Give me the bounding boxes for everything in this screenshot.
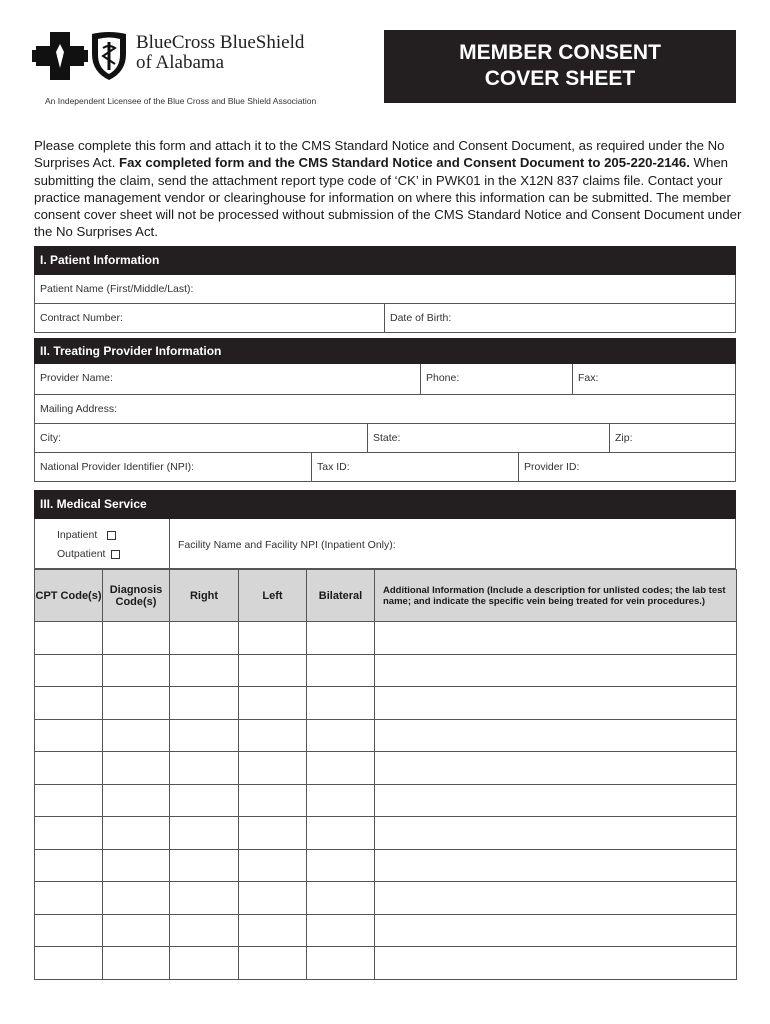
right-cell[interactable] — [170, 654, 239, 687]
state-field[interactable] — [368, 424, 610, 452]
instructions-paragraph — [34, 137, 744, 241]
additional-cell[interactable] — [375, 654, 737, 687]
bilateral-cell[interactable] — [307, 654, 375, 687]
right-cell[interactable] — [170, 719, 239, 752]
right-cell[interactable] — [170, 882, 239, 915]
tagline: An Independent Licensee of the Blue Cross and Blue Shield Association — [45, 96, 317, 106]
cpt-cell[interactable] — [35, 719, 103, 752]
diagnosis-cell[interactable] — [103, 687, 170, 720]
form-title — [384, 30, 736, 103]
diagnosis-cell[interactable] — [103, 947, 170, 980]
outpatient-option[interactable] — [57, 545, 169, 564]
diagnosis-cell[interactable] — [103, 784, 170, 817]
cpt-cell[interactable] — [35, 752, 103, 785]
inpatient-label: Inpatient — [57, 529, 98, 541]
medical-service-table — [34, 569, 737, 980]
bilateral-cell[interactable] — [307, 719, 375, 752]
field-label: Fax: — [578, 372, 599, 384]
section-heading: II. Treating Provider Information — [34, 338, 736, 364]
contract-number-field[interactable] — [35, 304, 385, 332]
right-cell[interactable] — [170, 947, 239, 980]
field-label: Zip: — [615, 432, 633, 444]
brand-line-2: of Alabama — [136, 52, 225, 73]
treating-provider-section — [34, 338, 736, 482]
field-label: Provider ID: — [524, 461, 580, 473]
field-label: City: — [40, 432, 61, 444]
bilateral-cell[interactable] — [307, 882, 375, 915]
additional-cell[interactable] — [375, 622, 737, 655]
cpt-cell[interactable] — [35, 914, 103, 947]
instructions-text-2: When submitting the claim, send the attachment report type code of ‘CK’ in PWK01 in the X12N 837 claims file. Contact your practice management vendor or clearinghouse for information on where this information can be submitted. The member consent cover sheet will not be processed without submission of the CMS Standard Notice and Consent Document under the No Surprises Act. — [34, 155, 742, 240]
diagnosis-cell[interactable] — [103, 719, 170, 752]
phone-field[interactable] — [421, 364, 573, 394]
right-cell[interactable] — [170, 687, 239, 720]
diagnosis-cell[interactable] — [103, 622, 170, 655]
brand-name — [136, 33, 304, 73]
bilateral-cell[interactable] — [307, 817, 375, 850]
right-cell[interactable] — [170, 817, 239, 850]
left-cell[interactable] — [239, 947, 307, 980]
field-label: Patient Name (First/Middle/Last): — [40, 283, 194, 295]
left-cell[interactable] — [239, 784, 307, 817]
provider-id-field[interactable] — [519, 453, 735, 481]
bilateral-cell[interactable] — [307, 687, 375, 720]
blueshield-logo-icon — [88, 30, 130, 82]
cpt-cell[interactable] — [35, 622, 103, 655]
cpt-cell[interactable] — [35, 687, 103, 720]
table-row — [35, 752, 737, 785]
col-diagnosis-codes: Diagnosis Code(s) — [103, 570, 170, 622]
left-cell[interactable] — [239, 654, 307, 687]
right-cell[interactable] — [170, 849, 239, 882]
cpt-cell[interactable] — [35, 882, 103, 915]
additional-cell[interactable] — [375, 752, 737, 785]
inpatient-checkbox[interactable] — [107, 531, 116, 540]
field-label: Provider Name: — [40, 372, 113, 384]
patient-information-section — [34, 246, 736, 333]
col-left: Left — [239, 570, 307, 622]
field-label: Phone: — [426, 372, 460, 384]
left-cell[interactable] — [239, 817, 307, 850]
table-header-row — [35, 570, 737, 622]
table-row — [35, 622, 737, 655]
fax-instruction: Fax completed form and the CMS Standard Notice and Consent Document to 205-220-2146. — [119, 155, 690, 171]
field-label: Facility Name and Facility NPI (Inpatient Only): — [178, 539, 396, 551]
zip-field[interactable] — [610, 424, 735, 452]
additional-cell[interactable] — [375, 947, 737, 980]
field-label: Date of Birth: — [390, 312, 452, 324]
outpatient-label: Outpatient — [57, 548, 106, 560]
col-additional-information: Additional Information (Include a description for unlisted codes; the lab test name; and indicate the specific vein being treated for vein procedures.) — [375, 570, 737, 622]
left-cell[interactable] — [239, 882, 307, 915]
field-label: State: — [373, 432, 401, 444]
diagnosis-cell[interactable] — [103, 849, 170, 882]
date-of-birth-field[interactable] — [385, 304, 735, 332]
col-cpt-codes: CPT Code(s) — [35, 570, 103, 622]
provider-name-field[interactable] — [35, 364, 421, 394]
form-title-line-1: MEMBER CONSENT — [459, 41, 661, 64]
table-row — [35, 719, 737, 752]
additional-cell[interactable] — [375, 914, 737, 947]
table-row — [35, 654, 737, 687]
npi-field[interactable] — [35, 453, 312, 481]
col-right: Right — [170, 570, 239, 622]
diagnosis-cell[interactable] — [103, 654, 170, 687]
table-row — [35, 784, 737, 817]
inpatient-option[interactable] — [57, 526, 169, 545]
section-heading: I. Patient Information — [34, 246, 736, 275]
outpatient-checkbox[interactable] — [111, 550, 120, 559]
bilateral-cell[interactable] — [307, 914, 375, 947]
additional-cell[interactable] — [375, 687, 737, 720]
left-cell[interactable] — [239, 622, 307, 655]
cpt-cell[interactable] — [35, 784, 103, 817]
patient-name-field[interactable] — [35, 275, 735, 303]
additional-cell[interactable] — [375, 719, 737, 752]
bilateral-cell[interactable] — [307, 622, 375, 655]
bilateral-cell[interactable] — [307, 849, 375, 882]
mailing-address-field[interactable] — [35, 395, 735, 423]
tax-id-field[interactable] — [312, 453, 519, 481]
table-row — [35, 687, 737, 720]
instructions-text-1: Please complete this form and attach it to the CMS Standard Notice and Consent Document, as required under the No Surprises Act. — [34, 138, 725, 171]
field-label: Tax ID: — [317, 461, 350, 473]
bilateral-cell[interactable] — [307, 784, 375, 817]
table-row — [35, 947, 737, 980]
left-cell[interactable] — [239, 687, 307, 720]
facility-field[interactable] — [170, 519, 735, 568]
additional-cell[interactable] — [375, 784, 737, 817]
left-cell[interactable] — [239, 849, 307, 882]
diagnosis-cell[interactable] — [103, 882, 170, 915]
field-label: Contract Number: — [40, 312, 123, 324]
additional-cell[interactable] — [375, 882, 737, 915]
service-type-options — [35, 519, 170, 568]
left-cell[interactable] — [239, 752, 307, 785]
bilateral-cell[interactable] — [307, 947, 375, 980]
additional-cell[interactable] — [375, 849, 737, 882]
additional-cell[interactable] — [375, 817, 737, 850]
bilateral-cell[interactable] — [307, 752, 375, 785]
medical-service-section — [34, 490, 736, 980]
right-cell[interactable] — [170, 784, 239, 817]
cpt-cell[interactable] — [35, 817, 103, 850]
form-title-line-2: COVER SHEET — [484, 67, 636, 90]
bluecross-logo-icon — [30, 30, 90, 82]
cpt-cell[interactable] — [35, 849, 103, 882]
diagnosis-cell[interactable] — [103, 914, 170, 947]
section-heading: III. Medical Service — [34, 490, 736, 519]
table-row — [35, 882, 737, 915]
table-row — [35, 849, 737, 882]
city-field[interactable] — [35, 424, 368, 452]
cpt-cell[interactable] — [35, 947, 103, 980]
field-label: National Provider Identifier (NPI): — [40, 461, 195, 473]
left-cell[interactable] — [239, 914, 307, 947]
table-row — [35, 817, 737, 850]
right-cell[interactable] — [170, 752, 239, 785]
diagnosis-cell[interactable] — [103, 752, 170, 785]
right-cell[interactable] — [170, 914, 239, 947]
cpt-cell[interactable] — [35, 654, 103, 687]
col-bilateral: Bilateral — [307, 570, 375, 622]
field-label: Mailing Address: — [40, 403, 118, 415]
right-cell[interactable] — [170, 622, 239, 655]
table-row — [35, 914, 737, 947]
fax-field[interactable] — [573, 364, 735, 394]
diagnosis-cell[interactable] — [103, 817, 170, 850]
left-cell[interactable] — [239, 719, 307, 752]
brand-line-1: BlueCross BlueShield — [136, 32, 305, 53]
